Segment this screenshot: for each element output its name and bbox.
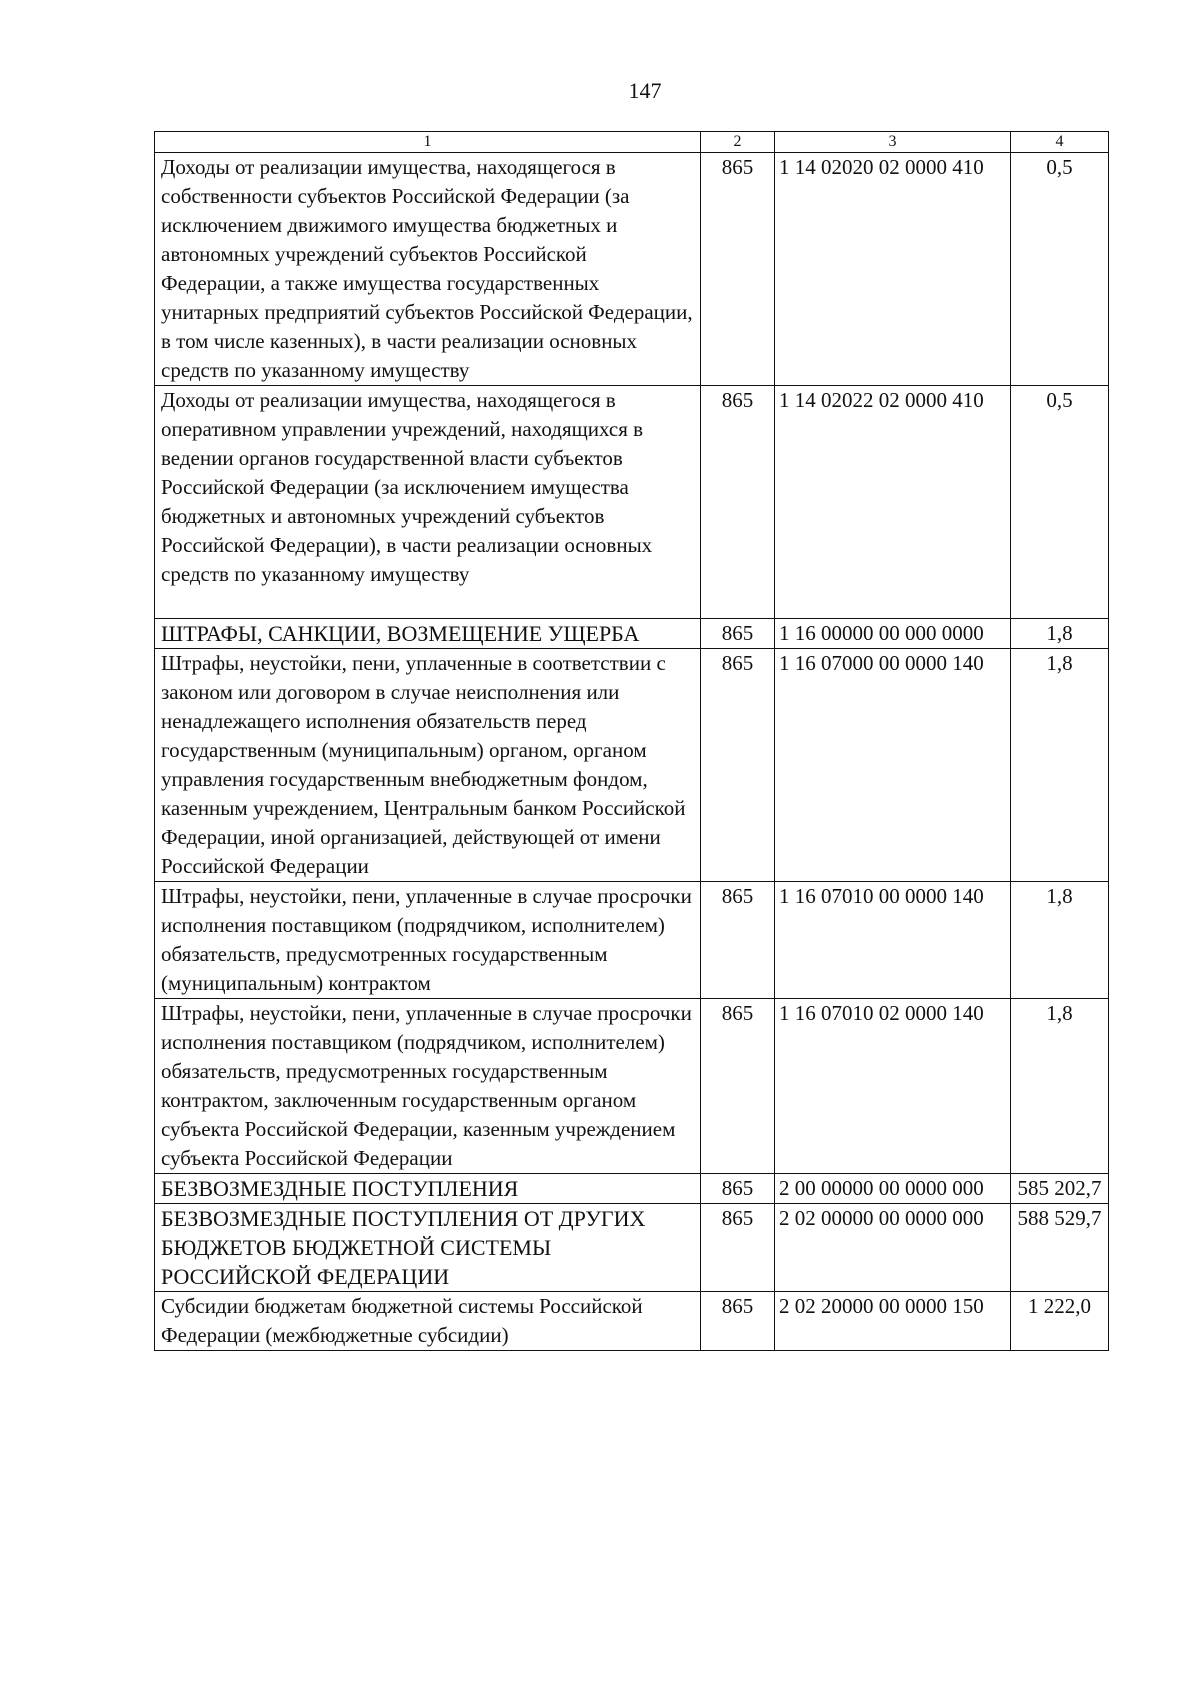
row-budget-code-text: 2 00 00000 00 0000 000 (779, 1176, 984, 1200)
row-amount-text: 0,5 (1046, 155, 1073, 179)
row-budget-code-text: 1 16 07010 00 0000 140 (779, 884, 984, 908)
row-budget-code-text: 1 14 02020 02 0000 410 (779, 155, 984, 179)
row-budget-code-cell (775, 1174, 1011, 1204)
row-amount-cell (1011, 386, 1109, 619)
table-row (155, 882, 1109, 999)
row-name-text: Штрафы, неустойки, пени, уплаченные в соответствии с законом или договором в случае неисполнения или ненадлежащего исполнения обязательств перед государственным (муниципальным) органом, органом управления государственным внебюджетным фондом, казенным учреждением, Центральным банком Российской Федерации, иной организацией, действующей от имени Российской Федерации (161, 651, 686, 878)
table-row (155, 1292, 1109, 1351)
row-name-text: ШТРАФЫ, САНКЦИИ, ВОЗМЕЩЕНИЕ УЩЕРБА (161, 621, 640, 646)
row-budget-code-text: 1 16 00000 00 000 0000 (779, 621, 984, 645)
table-row (155, 1174, 1109, 1204)
row-budget-code-text: 1 14 02022 02 0000 410 (779, 388, 984, 412)
row-budget-code-text: 1 16 07000 00 0000 140 (779, 651, 984, 675)
row-name-text: Субсидии бюджетам бюджетной системы Российской Федерации (межбюджетные субсидии) (161, 1294, 643, 1347)
row-name-text: Доходы от реализации имущества, находящегося в оперативном управлении учреждений, находящихся в ведении органов государственной власти субъектов Российской Федерации (за исключением имущества бюджетных и автономных учреждений субъектов Российской Федерации), в части реализации основных средств по указанному имуществу (161, 388, 653, 586)
row-name-cell (155, 1174, 701, 1204)
row-budget-code-text: 2 02 00000 00 0000 000 (779, 1206, 984, 1230)
row-admin-code-text: 865 (721, 1294, 754, 1318)
row-budget-code-cell (775, 649, 1011, 882)
row-name-text: Штрафы, неустойки, пени, уплаченные в случае просрочки исполнения поставщиком (подрядчиком, исполнителем) обязательств, предусмотренных государственным (муниципальным) контрактом (161, 884, 692, 995)
row-admin-code-cell (701, 386, 775, 619)
row-amount-text: 0,5 (1046, 388, 1073, 412)
header-col-1: 1 (155, 132, 701, 153)
row-admin-code-cell (701, 999, 775, 1174)
row-name-cell (155, 882, 701, 999)
row-amount-cell (1011, 882, 1109, 999)
row-amount-text: 1,8 (1046, 621, 1073, 645)
row-admin-code-text: 865 (721, 1001, 754, 1025)
row-admin-code-cell (701, 882, 775, 999)
table-row (155, 386, 1109, 619)
row-admin-code-cell (701, 153, 775, 386)
row-amount-text: 1,8 (1046, 884, 1073, 908)
row-admin-code-text: 865 (721, 155, 754, 179)
row-name-text: БЕЗВОЗМЕЗДНЫЕ ПОСТУПЛЕНИЯ ОТ ДРУГИХ БЮДЖЕТОВ БЮДЖЕТНОЙ СИСТЕМЫ РОССИЙСКОЙ ФЕДЕРАЦИИ (161, 1206, 646, 1289)
row-amount-cell (1011, 619, 1109, 649)
table-row (155, 1204, 1109, 1292)
header-col-4: 4 (1011, 132, 1109, 153)
table-row (155, 649, 1109, 882)
row-admin-code-text: 865 (721, 1206, 754, 1230)
row-amount-cell (1011, 1174, 1109, 1204)
page-number: 147 (628, 78, 662, 103)
table-row (155, 619, 1109, 649)
row-name-text: Штрафы, неустойки, пени, уплаченные в случае просрочки исполнения поставщиком (подрядчиком, исполнителем) обязательств, предусмотренных государственным контрактом, заключенным государственным органом субъекта Российской Федерации, казенным учреждением субъекта Российской Федерации (161, 1001, 692, 1170)
row-name-cell (155, 619, 701, 649)
row-amount-cell (1011, 153, 1109, 386)
row-budget-code-text: 1 16 07010 02 0000 140 (779, 1001, 984, 1025)
row-budget-code-cell (775, 386, 1011, 619)
row-amount-text: 1,8 (1046, 651, 1073, 675)
row-amount-text: 1 222,0 (1028, 1294, 1091, 1318)
row-budget-code-cell (775, 1292, 1011, 1351)
row-budget-code-cell (775, 1204, 1011, 1292)
row-admin-code-text: 865 (721, 388, 754, 412)
row-name-cell (155, 1204, 701, 1292)
row-spacer (161, 589, 696, 618)
row-name-cell (155, 999, 701, 1174)
row-admin-code-text: 865 (721, 651, 754, 675)
row-name-cell (155, 649, 701, 882)
row-name-text: Доходы от реализации имущества, находящегося в собственности субъектов Российской Федерации (за исключением движимого имущества бюджетных и автономных учреждений субъектов Российской Федерации, а также имущества государственных унитарных предприятий субъектов Российской Федерации, в том числе казенных), в части реализации основных средств по указанному имуществу (161, 155, 693, 382)
row-admin-code-cell (701, 1174, 775, 1204)
table-header-row (155, 132, 1109, 153)
row-admin-code-cell (701, 619, 775, 649)
table-body (155, 153, 1109, 1351)
row-admin-code-text: 865 (721, 1176, 754, 1200)
row-admin-code-cell (701, 1204, 775, 1292)
row-amount-cell (1011, 649, 1109, 882)
row-amount-text: 1,8 (1046, 1001, 1073, 1025)
row-budget-code-cell (775, 153, 1011, 386)
row-admin-code-cell (701, 649, 775, 882)
row-amount-cell (1011, 1204, 1109, 1292)
table-row (155, 153, 1109, 386)
row-budget-code-cell (775, 882, 1011, 999)
header-col-3: 3 (775, 132, 1011, 153)
header-col-2: 2 (701, 132, 775, 153)
row-name-cell (155, 386, 701, 619)
budget-revenue-table (154, 131, 1109, 1351)
row-admin-code-text: 865 (721, 621, 754, 645)
row-amount-cell (1011, 1292, 1109, 1351)
row-amount-text: 585 202,7 (1017, 1176, 1102, 1200)
row-budget-code-cell (775, 619, 1011, 649)
row-amount-cell (1011, 999, 1109, 1174)
row-name-cell (155, 153, 701, 386)
row-name-cell (155, 1292, 701, 1351)
row-admin-code-cell (701, 1292, 775, 1351)
row-amount-text: 588 529,7 (1017, 1206, 1102, 1230)
row-budget-code-text: 2 02 20000 00 0000 150 (779, 1294, 984, 1318)
row-budget-code-cell (775, 999, 1011, 1174)
row-name-text: БЕЗВОЗМЕЗДНЫЕ ПОСТУПЛЕНИЯ (161, 1176, 519, 1201)
row-admin-code-text: 865 (721, 884, 754, 908)
table-row (155, 999, 1109, 1174)
